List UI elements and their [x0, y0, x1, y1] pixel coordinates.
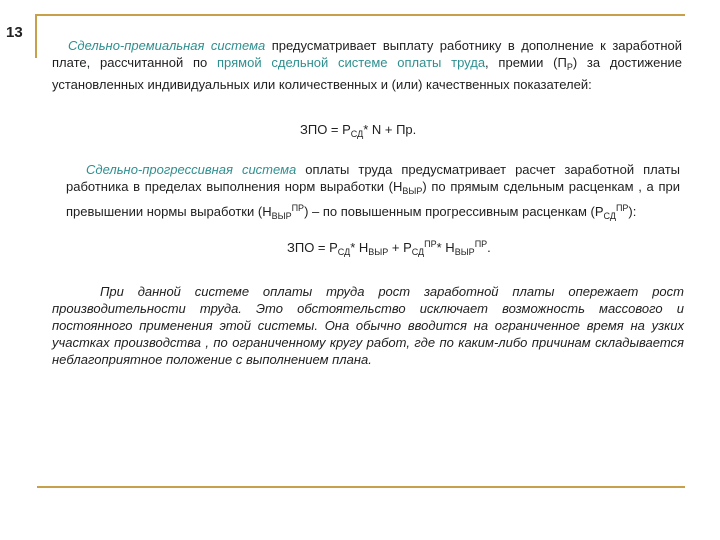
bottom-rule — [37, 486, 685, 488]
p2-sub-vyr-1: ВЫР — [402, 186, 423, 196]
f2-part-d: * Н — [436, 240, 455, 255]
f2-sub-sd-1: СД — [337, 247, 351, 257]
p2-text-1: оплаты труда предусматривает расчет заработной платы работника в пределах выполнения норм выработки (Н — [66, 162, 680, 194]
paragraph-piece-rate-bonus — [52, 37, 682, 93]
p2-sup-pr-1: ПР — [291, 203, 305, 213]
p2-text-2: ) по прямым сдельным расценкам , а при превышении нормы выработки (Н — [66, 179, 680, 219]
p2-sub-sd: СД — [603, 211, 616, 221]
f2-sup-pr-1: ПР — [424, 239, 437, 249]
p1-text-3: ) за достижение установленных индивидуальных или количественных и (или) качественных показателей: — [52, 55, 682, 92]
paragraph-piece-rate-progressive — [66, 161, 680, 225]
term-piece-rate-progressive: Сдельно-прогрессивная система — [86, 162, 297, 177]
p2-text-3: ) – по повышенным прогрессивным расценкам (Р — [304, 204, 604, 219]
p1-sub-p: Р — [566, 62, 573, 72]
f2-part-c: + Р — [388, 240, 412, 255]
f1-sub-sd: СД — [350, 129, 364, 139]
top-rule — [37, 14, 685, 16]
slide-number: 13 — [6, 24, 23, 41]
term-piece-rate-bonus: Сдельно-премиальная система — [68, 38, 266, 53]
direct-piece-rate-link[interactable]: прямой сдельной системе оплаты труда — [217, 55, 486, 70]
p2-text-4: ): — [628, 204, 637, 219]
f2-sup-pr-2: ПР — [474, 239, 488, 249]
left-rule — [35, 14, 37, 58]
f2-part-e: . — [487, 240, 491, 255]
paragraph-conclusion: При данной системе оплаты труда рост заработной платы опережает рост производительности труда. Это обстоятельство исключает возможность массового и постоянного применения этой системы. Она обычно вводится на ограниченное время на узких участках производства , по ограниченному кругу работ, где по каким-либо причинам складывается неблагоприятное положение с выполнением плана. — [52, 284, 684, 367]
p1-text-1: предусматривает выплату работнику в дополнение к заработной плате, рассчитанной по — [52, 38, 683, 70]
f2-sub-vyr-1: ВЫР — [368, 247, 389, 257]
p2-sub-vyr-2: ВЫР — [271, 211, 292, 221]
formula-1 — [300, 122, 416, 139]
p2-sup-pr-2: ПР — [615, 203, 629, 213]
formula-2 — [287, 239, 491, 257]
f2-part-a: ЗПО = Р — [287, 240, 338, 255]
f2-sub-sd-2: СД — [411, 247, 425, 257]
f1-part-b: * N + Пр. — [363, 122, 417, 137]
f2-sub-vyr-2: ВЫР — [454, 247, 475, 257]
p1-text-2: , премии (П — [485, 55, 567, 70]
f2-part-b: * Н — [350, 240, 369, 255]
f1-part-a: ЗПО = Р — [300, 122, 351, 137]
